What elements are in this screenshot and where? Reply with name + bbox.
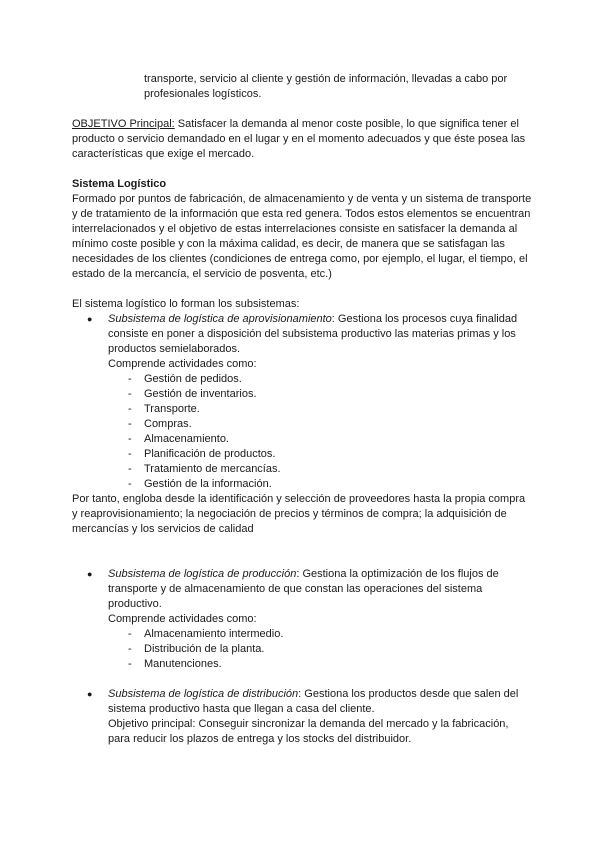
- dash-icon: -: [128, 643, 132, 655]
- activity-label: Gestión de pedidos.: [144, 373, 242, 385]
- dash-icon: -: [128, 448, 132, 460]
- activity-label: Tratamiento de mercancías.: [144, 463, 281, 475]
- list-item: [72, 312, 532, 372]
- subsystem-name: Subsistema de logística de distribución: [108, 688, 299, 700]
- dash-icon: -: [128, 628, 132, 640]
- bullet-icon: ●: [87, 689, 93, 699]
- subsystem-desc: : Gestiona los procesos cuya finalidad consiste en poner a disposición del subsistema productivo las materias primas y los productos semielaborados.: [108, 313, 518, 355]
- dash-icon: -: [128, 418, 132, 430]
- list-item: [72, 687, 532, 747]
- list-item: [72, 477, 532, 492]
- aprovisionamiento-summary: Por tanto, engloba desde la identificación y selección de proveedores hasta la propia compra y reaprovisionamiento; la negociación de precios y términos de compra; la adquisición de mercancías y los servicios de calidad: [72, 493, 526, 535]
- bullet-icon: ●: [87, 569, 93, 579]
- list-item: [72, 432, 532, 447]
- activities-lead: Comprende actividades como:: [108, 613, 257, 625]
- dash-icon: -: [128, 658, 132, 670]
- list-item: [72, 402, 532, 417]
- list-item: [72, 567, 532, 627]
- activity-label: Distribución de la planta.: [144, 643, 265, 655]
- list-item: [72, 657, 532, 672]
- list-item: [72, 447, 532, 462]
- activity-label: Almacenamiento intermedio.: [144, 628, 284, 640]
- activities-list: [72, 372, 532, 492]
- activity-label: Manutenciones.: [144, 658, 222, 670]
- dash-icon: -: [128, 463, 132, 475]
- subsystem-name: Subsistema de logística de aprovisionamiento: [108, 313, 332, 325]
- objetivo-label: OBJETIVO Principal:: [72, 118, 175, 130]
- dash-icon: -: [128, 373, 132, 385]
- objetivo-paragraph: [72, 117, 532, 162]
- activity-label: Gestión de la información.: [144, 478, 272, 490]
- subsystem-name: Subsistema de logística de producción: [108, 568, 297, 580]
- dash-icon: -: [128, 478, 132, 490]
- list-item: [72, 372, 532, 387]
- section-title: Sistema Logístico: [72, 178, 167, 190]
- dash-icon: -: [128, 403, 132, 415]
- list-item: [72, 417, 532, 432]
- activity-label: Gestión de inventarios.: [144, 388, 257, 400]
- bullet-icon: ●: [87, 314, 93, 324]
- list-item: [72, 387, 532, 402]
- objetivo-text: Satisfacer la demanda al menor coste posible, lo que significa tener el producto o servicio demandado en el lugar y en el momento adecuados y que éste posea las características que exige el mercado.: [72, 118, 526, 160]
- list-item: [72, 462, 532, 477]
- distribucion-objective: Objetivo principal: Conseguir sincronizar la demanda del mercado y la fabricación, para reducir los plazos de entrega y los stocks del distribuidor.: [108, 718, 509, 745]
- subsystem-desc: : Gestiona la optimización de los flujos de transporte y de almacenamiento de que constan las operaciones del sistema productivo.: [108, 568, 499, 610]
- activity-label: Compras.: [144, 418, 192, 430]
- subsystem-desc: : Gestiona los productos desde que salen del sistema productivo hasta que llegan a casa del cliente.: [108, 688, 519, 715]
- sistema-lead: El sistema logístico lo forman los subsistemas:: [72, 298, 300, 310]
- list-item: [72, 627, 532, 642]
- intro-continuation: transporte, servicio al cliente y gestión de información, llevadas a cabo por profesionales logísticos.: [144, 73, 508, 100]
- activity-label: Planificación de productos.: [144, 448, 276, 460]
- activity-label: Transporte.: [144, 403, 200, 415]
- dash-icon: -: [128, 433, 132, 445]
- document-page: [72, 72, 532, 747]
- sistema-paragraph: Formado por puntos de fabricación, de almacenamiento y de venta y un sistema de transporte y de tratamiento de la información que esta red genera. Todos estos elementos se encuentran interrelacionados y el objetivo de estas interrelaciones consiste en satisfacer la demanda al mínimo coste posible y con la máxima calidad, es decir, de manera que se satisfagan las necesidades de los clientes (condiciones de entrega como, por ejemplo, el lugar, el tiempo, el estado de la mercancía, el servicio de posventa, etc.): [72, 193, 532, 280]
- activities-list: [72, 627, 532, 672]
- activities-lead: Comprende actividades como:: [108, 358, 257, 370]
- activity-label: Almacenamiento.: [144, 433, 229, 445]
- dash-icon: -: [128, 388, 132, 400]
- list-item: [72, 642, 532, 657]
